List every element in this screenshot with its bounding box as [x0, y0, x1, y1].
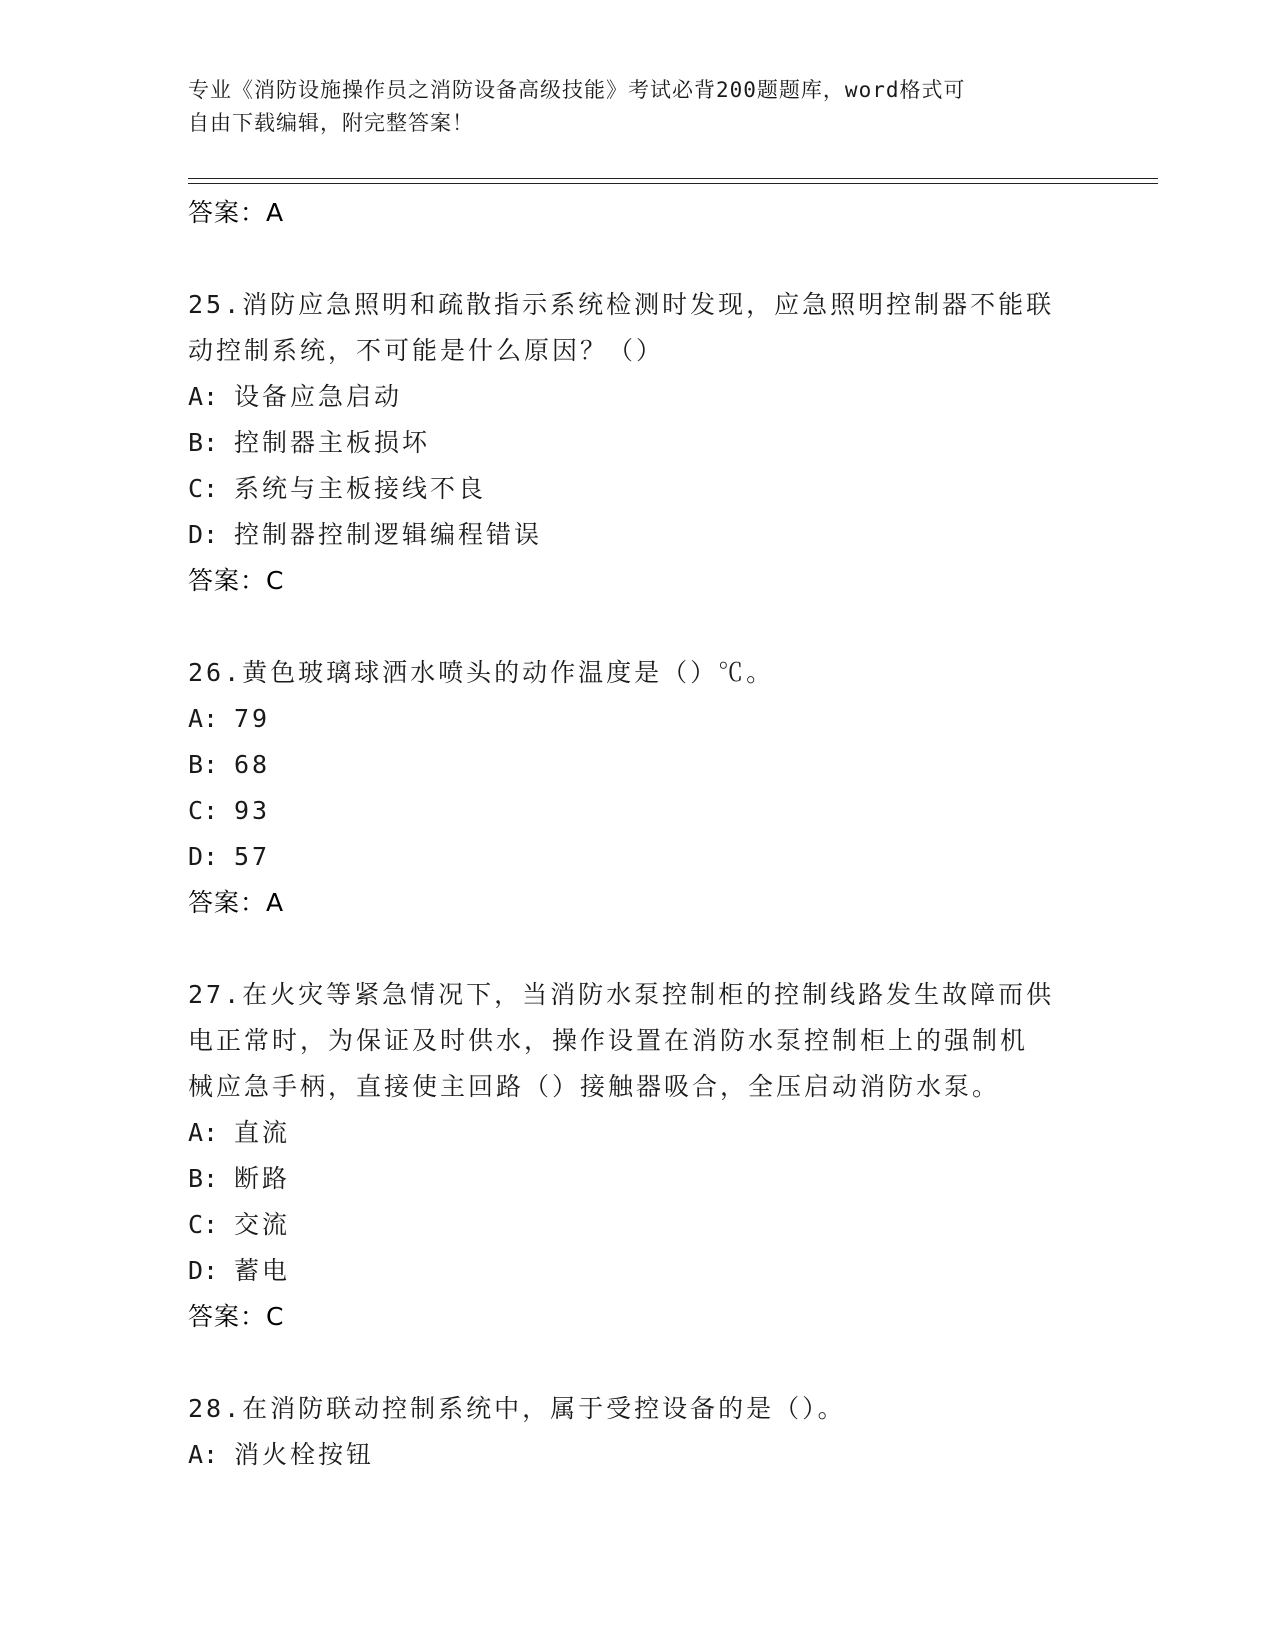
option-text: 68	[234, 750, 271, 779]
option-letter: C:	[188, 474, 219, 503]
question-text-line: 28.在消防联动控制系统中，属于受控设备的是（）。	[188, 1394, 846, 1423]
option-letter: D:	[188, 842, 219, 871]
option-text: 设备应急启动	[234, 382, 403, 411]
question-text-line: 26.黄色玻璃球洒水喷头的动作温度是（）℃。	[188, 658, 775, 687]
option-c	[188, 1202, 1088, 1248]
question-text-line: 电正常时，为保证及时供水，操作设置在消防水泵控制柜上的强制机	[188, 1026, 1029, 1055]
option-a	[188, 374, 1088, 420]
question-text-line: 27.在火灾等紧急情况下，当消防水泵控制柜的控制线路发生故障而供	[188, 980, 1055, 1009]
option-a	[188, 1110, 1088, 1156]
option-text: 57	[234, 842, 271, 871]
option-letter: A:	[188, 1118, 219, 1147]
option-text: 断路	[234, 1164, 291, 1193]
header-line-1: 专业《消防设施操作员之消防设备高级技能》考试必背200题题库，word格式可	[188, 78, 966, 102]
option-letter: A:	[188, 704, 219, 733]
option-text: 79	[234, 704, 271, 733]
header-divider-bottom	[188, 183, 1158, 184]
option-text: 蓄电	[234, 1256, 291, 1285]
option-letter: B:	[188, 428, 219, 457]
option-a	[188, 696, 1088, 742]
option-b	[188, 742, 1088, 788]
question-list	[188, 190, 1088, 1478]
option-d	[188, 834, 1088, 880]
option-letter: A:	[188, 382, 219, 411]
spacer	[188, 926, 1088, 972]
option-d	[188, 1248, 1088, 1294]
header-line-2: 自由下载编辑，附完整答案！	[188, 111, 474, 135]
question-text-line: 动控制系统，不可能是什么原因？（）	[188, 336, 665, 365]
question-text-line: 25.消防应急照明和疏散指示系统检测时发现，应急照明控制器不能联	[188, 290, 1055, 319]
option-letter: D:	[188, 1256, 219, 1285]
option-text: 控制器主板损坏	[234, 428, 431, 457]
option-letter: C:	[188, 1210, 219, 1239]
option-letter: B:	[188, 1164, 219, 1193]
question-block	[188, 1386, 1088, 1478]
spacer	[188, 604, 1088, 650]
header-divider-top	[188, 178, 1158, 179]
previous-answer: 答案：A	[188, 198, 285, 227]
option-letter: D:	[188, 520, 219, 549]
question-block	[188, 650, 1088, 926]
option-text: 控制器控制逻辑编程错误	[234, 520, 543, 549]
option-letter: B:	[188, 750, 219, 779]
spacer	[188, 236, 1088, 282]
answer-line: 答案：A	[188, 888, 285, 917]
option-text: 系统与主板接线不良	[234, 474, 487, 503]
option-c	[188, 788, 1088, 834]
question-block	[188, 282, 1088, 604]
answer-line: 答案：C	[188, 1302, 285, 1331]
spacer	[188, 1340, 1088, 1386]
option-b	[188, 1156, 1088, 1202]
document-header	[188, 74, 1068, 140]
option-letter: C:	[188, 796, 219, 825]
option-d	[188, 512, 1088, 558]
option-a	[188, 1432, 1088, 1478]
question-text-line: 械应急手柄，直接使主回路（）接触器吸合，全压启动消防水泵。	[188, 1072, 1001, 1101]
option-text: 直流	[234, 1118, 291, 1147]
answer-line: 答案：C	[188, 566, 285, 595]
option-b	[188, 420, 1088, 466]
option-text: 交流	[234, 1210, 291, 1239]
option-text: 消火栓按钮	[234, 1440, 375, 1469]
question-block	[188, 972, 1088, 1340]
option-letter: A:	[188, 1440, 219, 1469]
option-text: 93	[234, 796, 271, 825]
option-c	[188, 466, 1088, 512]
